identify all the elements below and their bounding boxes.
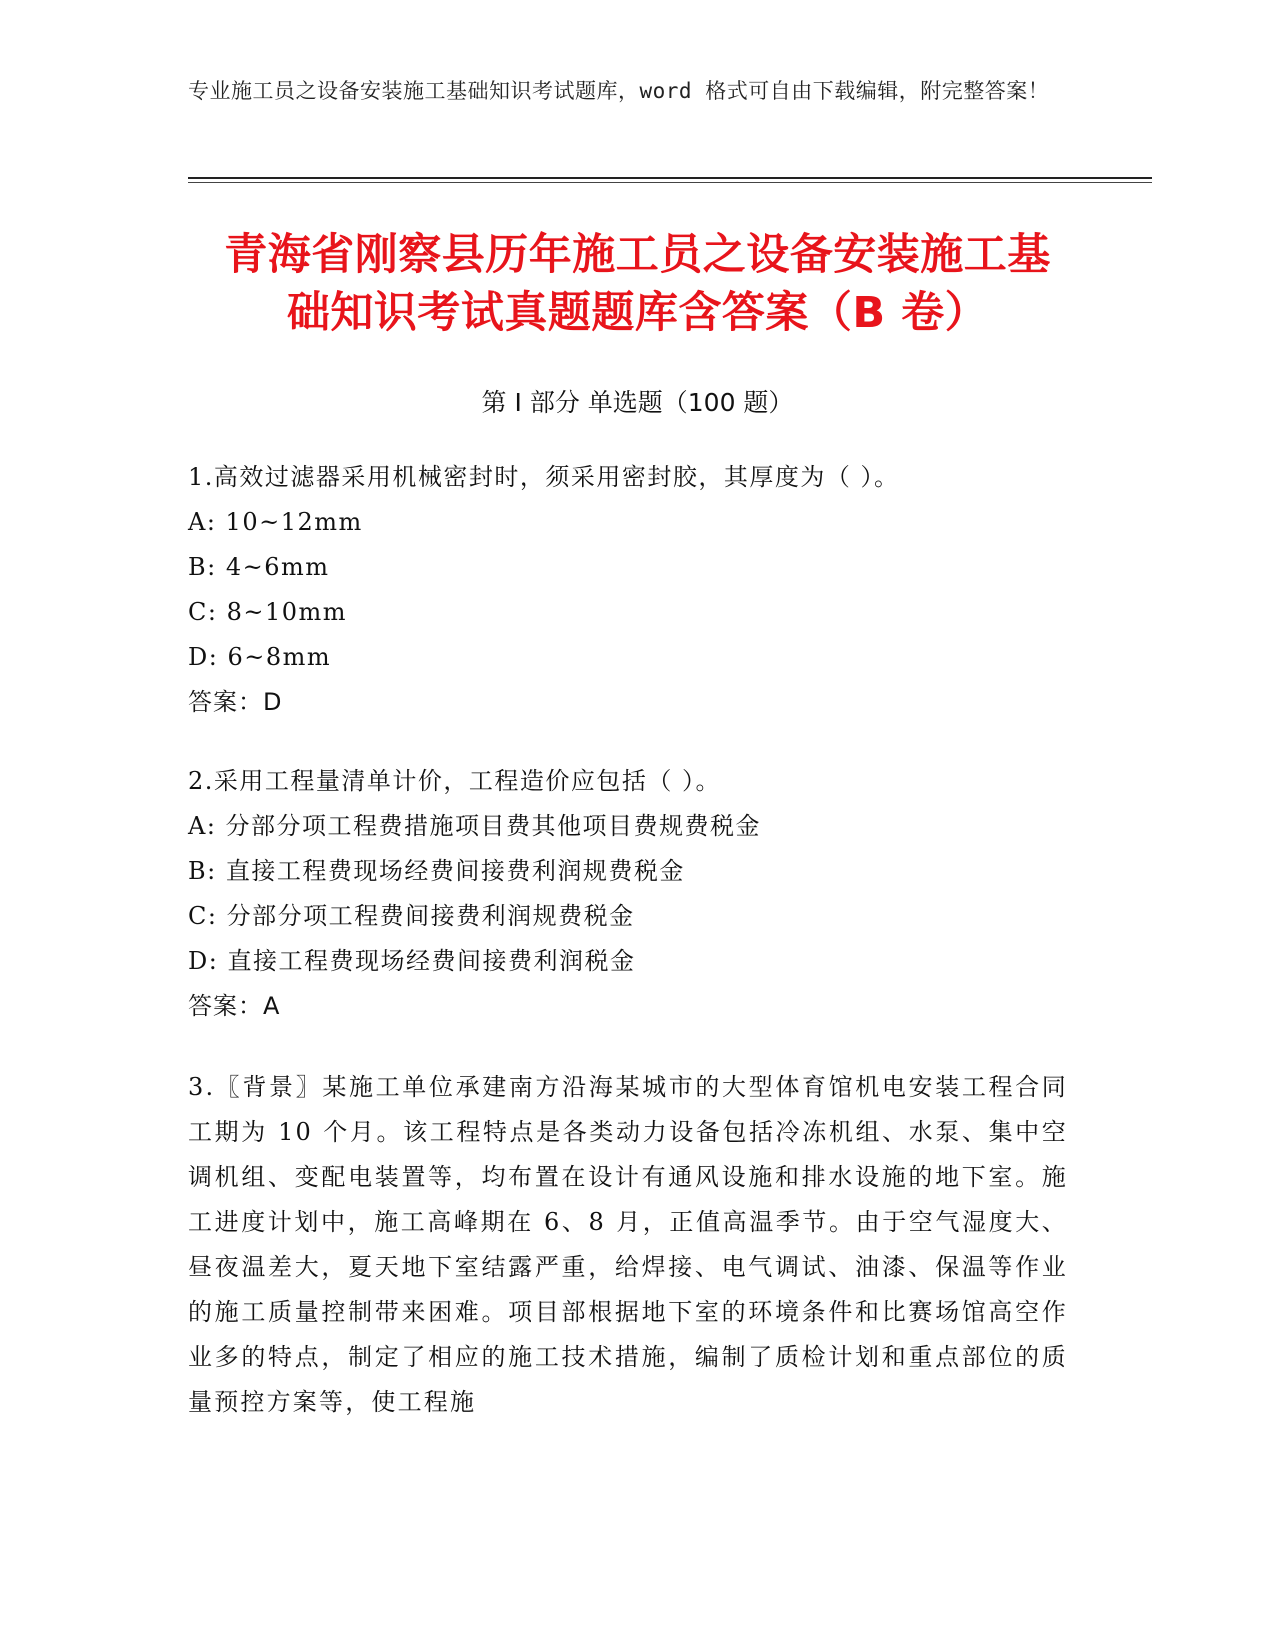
option-d: D: 直接工程费现场经费间接费利润税金 — [188, 947, 636, 975]
question-1 — [188, 455, 1068, 725]
question-2 — [188, 759, 1068, 1029]
option-d: D: 6~8mm — [188, 643, 332, 671]
question-3 — [188, 1065, 1068, 1425]
header-divider-thick — [188, 177, 1152, 179]
option-a: A: 分部分项工程费措施项目费其他项目费规费税金 — [188, 812, 762, 840]
question-stem: 2.采用工程量清单计价，工程造价应包括（ ）。 — [188, 767, 722, 795]
option-a: A: 10~12mm — [188, 508, 363, 536]
answer: 答案：A — [188, 992, 281, 1020]
option-b: B: 直接工程费现场经费间接费利润规费税金 — [188, 857, 685, 885]
question-stem: 1.高效过滤器采用机械密封时，须采用密封胶，其厚度为（ ）。 — [188, 463, 900, 491]
document-title-line-2: 础知识考试真题题库含答案（B 卷） — [286, 288, 989, 338]
option-c: C: 分部分项工程费间接费利润规费税金 — [188, 902, 635, 930]
header-note: 专业施工员之设备安装施工基础知识考试题库，word 格式可自由下载编辑，附完整答案！ — [188, 79, 1050, 103]
option-b: B: 4~6mm — [188, 553, 330, 581]
option-c: C: 8~10mm — [188, 598, 348, 626]
document-title — [150, 226, 1125, 342]
document-title-line-1: 青海省刚察县历年施工员之设备安装施工基 — [224, 230, 1051, 280]
question-stem: 3.〖背景〗某施工单位承建南方沿海某城市的大型体育馆机电安装工程合同工期为 10 个月。该工程特点是各类动力设备包括冷冻机组、水泵、集中空调机组、变配电装置等，均布置在设计有通风设施和排水设施的地下室。施工进度计划中，施工高峰期在 6、8 月，正值高温季节。由于空气湿度大、昼夜温差大，夏天地下室结露严重，给焊接、电气调试、油漆、保温等作业的施工质量控制带来困难。项目部根据地下室的环境条件和比赛场馆高空作业多的特点，制定了相应的施工技术措施，编制了质检计划和重点部位的质量预控方案等，使工程施 — [188, 1073, 1068, 1416]
section-title: 第 I 部分 单选题（100 题） — [481, 388, 794, 417]
answer: 答案：D — [188, 688, 283, 716]
header-divider-thin — [188, 182, 1152, 183]
